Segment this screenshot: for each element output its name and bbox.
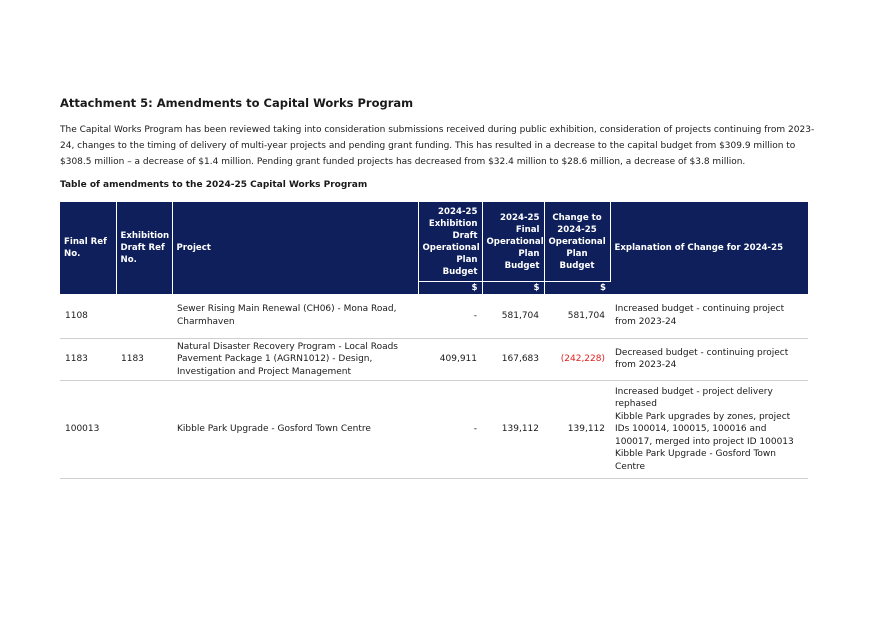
cell-exhibition-budget: -: [418, 381, 482, 479]
cell-final-budget: 581,704: [482, 294, 544, 338]
page-heading: Attachment 5: Amendments to Capital Works Program: [60, 96, 414, 110]
cell-exhibition-ref: 1183: [116, 338, 172, 381]
document-page: [60, 96, 820, 479]
intro-paragraph: The Capital Works Program has been reviewed taking into consideration submissions received during public exhibition, consideration of projects continuing from 2023-24, changes to the timing of delivery of multi-year projects and pending grant funding. This has resulted in a decrease to the capital budget from $309.9 million to $308.5 million – a decrease of $1.4 million. Pending grant funded projects has decreased from $32.4 million to $28.6 million, a decrease of $3.8 million.: [60, 125, 815, 167]
cell-final-ref: 100013: [60, 381, 116, 479]
cell-explanation: Increased budget - continuing project from 2023-24: [610, 294, 808, 338]
unit-exhibition-budget: $: [418, 282, 482, 295]
cell-project: Kibble Park Upgrade - Gosford Town Centre: [172, 381, 418, 479]
amendments-table: [60, 202, 808, 479]
cell-final-ref: 1183: [60, 338, 116, 381]
col-header-change: Change to 2024-25 Operational Plan Budget: [544, 202, 610, 282]
cell-final-budget: 139,112: [482, 381, 544, 479]
cell-project: Natural Disaster Recovery Program - Local Roads Pavement Package 1 (AGRN1012) - Design, Investigation and Project Management: [172, 338, 418, 381]
cell-exhibition-budget: -: [418, 294, 482, 338]
cell-explanation: Increased budget - project delivery rephased Kibble Park upgrades by zones, project IDs 100014, 100015, 100016 and 100017, merged into project ID 100013 Kibble Park Upgrade - Gosford Town Centre: [610, 381, 808, 479]
table-row: [60, 294, 808, 338]
col-header-exhibition-ref: Exhibition Draft Ref No.: [116, 202, 172, 294]
cell-project: Sewer Rising Main Renewal (CH06) - Mona Road, Charmhaven: [172, 294, 418, 338]
col-header-final-ref: Final Ref No.: [60, 202, 116, 294]
cell-final-budget: 167,683: [482, 338, 544, 381]
unit-change: $: [544, 282, 610, 295]
col-header-project: Project: [172, 202, 418, 294]
cell-explanation: Decreased budget - continuing project from 2023-24: [610, 338, 808, 381]
cell-change-negative: (242,228): [544, 338, 610, 381]
col-header-exhibition-budget: 2024-25 Exhibition Draft Operational Plan Budget: [418, 202, 482, 282]
cell-change: 139,112: [544, 381, 610, 479]
table-title: Table of amendments to the 2024-25 Capital Works Program: [60, 180, 368, 190]
table-row: [60, 381, 808, 479]
cell-exhibition-ref: [116, 381, 172, 479]
cell-final-ref: 1108: [60, 294, 116, 338]
unit-final-budget: $: [482, 282, 544, 295]
col-header-explanation: Explanation of Change for 2024-25: [610, 202, 808, 294]
cell-exhibition-budget: 409,911: [418, 338, 482, 381]
table-row: [60, 338, 808, 381]
table-header-row: [60, 202, 808, 282]
cell-exhibition-ref: [116, 294, 172, 338]
cell-change: 581,704: [544, 294, 610, 338]
col-header-final-budget: 2024-25 Final Operational Plan Budget: [482, 202, 544, 282]
